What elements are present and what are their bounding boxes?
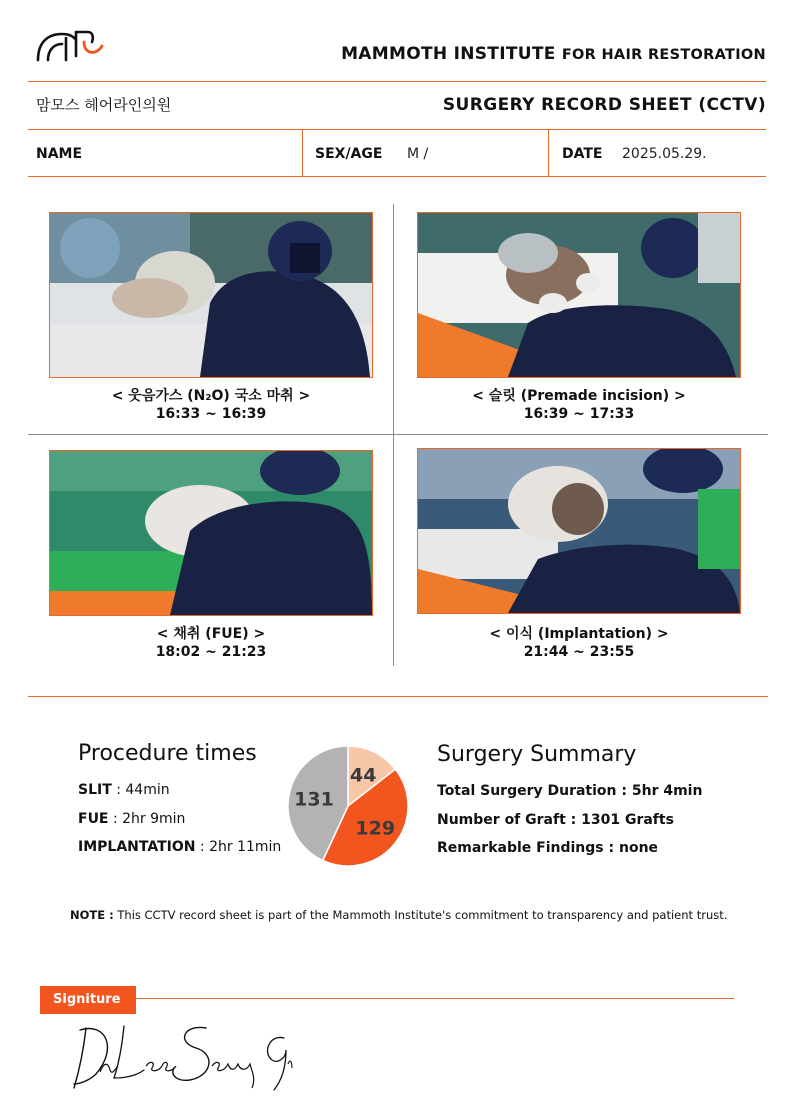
photo-2-caption: < 슬릿 (Premade incision) >	[472, 388, 686, 404]
name-label: NAME	[36, 146, 83, 162]
procedure-times-title: Procedure times	[78, 741, 257, 766]
date-label: DATE	[562, 146, 603, 162]
sex-age-label: SEX/AGE	[315, 146, 383, 162]
photo-4-caption: < 이식 (Implantation) >	[489, 626, 669, 642]
photo-1-time: 16:33 ~ 16:39	[155, 406, 267, 422]
procedure-row-slit: SLIT : 44min	[78, 782, 170, 798]
sheet-title: SURGERY RECORD SHEET (CCTV)	[442, 95, 766, 115]
pie-label-1: 129	[355, 817, 396, 840]
photo-1-caption: < 웃음가스 (N₂O) 국소 마취 >	[111, 388, 311, 404]
pie-label-0: 44	[350, 764, 377, 787]
photo-4-time: 21:44 ~ 23:55	[523, 644, 635, 660]
cctv-photo-fue	[49, 450, 373, 616]
handwritten-signature	[66, 1018, 296, 1094]
date-value: 2025.05.29.	[622, 146, 707, 162]
photo-3-caption: < 채취 (FUE) >	[156, 626, 266, 642]
summary-findings: Remarkable Findings : none	[437, 840, 659, 856]
cctv-photo-slit	[417, 212, 741, 378]
cctv-photo-implantation	[417, 448, 741, 614]
procedure-row-fue: FUE : 2hr 9min	[78, 811, 186, 827]
clinic-korean-name: 맘모스 헤어라인의원	[36, 96, 172, 114]
signature-label: Signiture	[40, 986, 136, 1014]
institute-name: MAMMOTH INSTITUTE FOR HAIR RESTORATION	[341, 44, 766, 64]
surgery-summary-title: Surgery Summary	[437, 742, 637, 767]
summary-graft-count: Number of Graft : 1301 Grafts	[437, 812, 674, 828]
note-label: NOTE :	[70, 908, 114, 922]
mammoth-logo	[36, 28, 108, 64]
note	[70, 908, 727, 922]
procedure-row-implantation: IMPLANTATION : 2hr 11min	[78, 839, 282, 855]
note-text: This CCTV record sheet is part of the Mammoth Institute's commitment to transparency and patient trust.	[113, 908, 728, 922]
summary-total-duration: Total Surgery Duration : 5hr 4min	[437, 783, 703, 799]
pie-label-2: 131	[294, 788, 334, 811]
photo-3-time: 18:02 ~ 21:23	[155, 644, 267, 660]
photo-2-time: 16:39 ~ 17:33	[523, 406, 635, 422]
sex-age-value: M /	[407, 146, 429, 162]
cctv-photo-anesthesia	[49, 212, 373, 378]
procedure-pie-chart	[286, 744, 410, 868]
